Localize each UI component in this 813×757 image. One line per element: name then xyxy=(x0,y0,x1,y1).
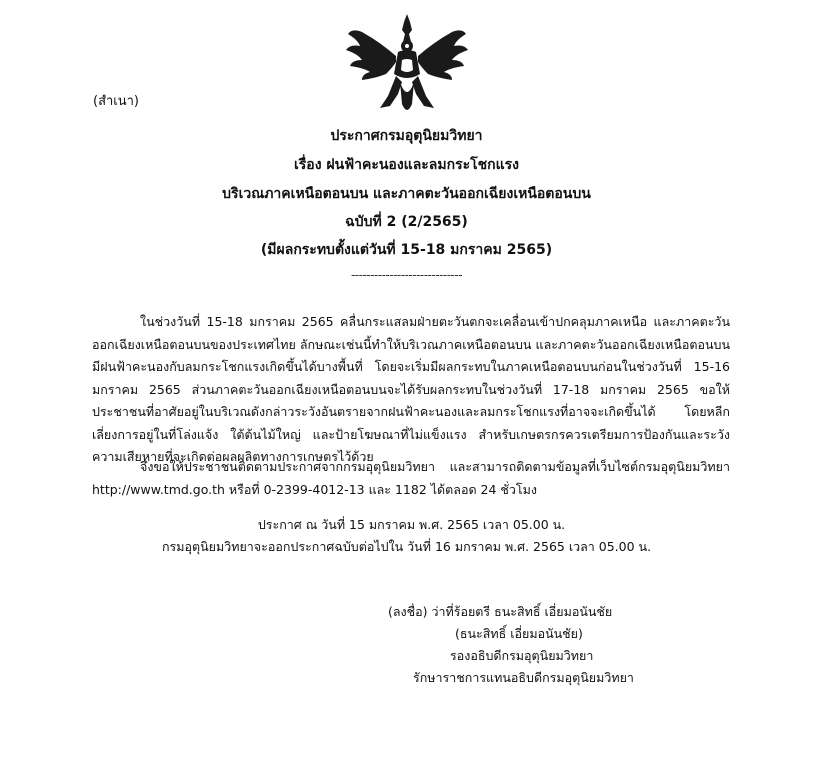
signature-acting: รักษาราชการแทนอธิบดีกรมอุตุนิยมวิทยา xyxy=(413,670,634,685)
announcement-title: ประกาศกรมอุตุนิยมวิทยา xyxy=(330,128,483,144)
signature-name: (ธนะสิทธิ์ เอี่ยมอนันชัย) xyxy=(455,626,583,641)
garuda-emblem xyxy=(340,12,475,118)
issued-datetime: ประกาศ ณ วันที่ 15 มกราคม พ.ศ. 2565 เวลา 05.00 น. xyxy=(257,517,566,532)
next-issue-notice: กรมอุตุนิยมวิทยาจะออกประกาศฉบับต่อไปใน วันที่ 16 มกราคม พ.ศ. 2565 เวลา 05.00 น. xyxy=(161,539,652,554)
signature-position: รองอธิบดีกรมอุตุนิยมวิทยา xyxy=(450,648,594,663)
effective-dates: (มีผลกระทบตั้งแต่วันที่ 15-18 มกราคม 2565) xyxy=(260,242,553,258)
issue-number: ฉบับที่ 2 (2/2565) xyxy=(345,214,468,230)
separator-line: ----------------------------- xyxy=(350,268,463,282)
announcement-area: บริเวณภาคเหนือตอนบน และภาคตะวันออกเฉียงเหนือตอนบน xyxy=(222,186,591,202)
announcement-subject: เรื่อง ฝนฟ้าคะนองและลมกระโชกแรง xyxy=(294,157,519,173)
body-paragraph-2: จึงขอให้ประชาชนติดตามประกาศจากกรมอุตุนิยมวิทยา และสามารถติดตามข้อมูลที่เว็บไซต์กรมอุตุนิยมวิทยา http://www.tmd.go.th หรือที่ 0-2399-4012-13 และ 1182 ได้ตลอด 24 ชั่วโมง xyxy=(92,459,730,497)
signature-signed: (ลงชื่อ) ว่าที่ร้อยตรี ธนะสิทธิ์ เอี่ยมอนันชัย xyxy=(388,604,613,619)
copy-label: (สำเนา) xyxy=(93,94,140,109)
body-paragraph-1: ในช่วงวันที่ 15-18 มกราคม 2565 คลื่นกระแสลมฝ่ายตะวันตกจะเคลื่อนเข้าปกคลุมภาคเหนือ และภาคตะวันออกเฉียงเหนือตอนบนของประเทศไทย ลักษณะเช่นนี้ทำให้บริเวณภาคเหนือตอนบน และภาคตะวันออกเฉียงเหนือตอนบนมีฝนฟ้าคะนองกับลมกระโชกแรงเกิดขึ้นได้บางพื้นที่ โดยจะเริ่มมีผลกระทบในภาคเหนือตอนบนก่อนในช่วงวันที่ 15-16 มกราคม 2565 ส่วนภาคตะวันออกเฉียงเหนือตอนบนจะได้รับผลกระทบในช่วงวันที่ 17-18 มกราคม 2565 ขอให้ประชาชนที่อาศัยอยู่ในบริเวณดังกล่าวระวังอันตรายจากฝนฟ้าคะนองและลมกระโชกแรงที่อาจจะเกิดขึ้นได้ โดยหลีกเลี่ยงการอยู่ในที่โล่งแจ้ง ใต้ต้นไม้ใหญ่ และป้ายโฆษณาที่ไม่แข็งแรง สำหรับเกษตรกรควรเตรียมการป้องกันและระวังความเสียหายที่จะเกิดต่อผลผลิตทางการเกษตรไว้ด้วย xyxy=(92,314,730,464)
